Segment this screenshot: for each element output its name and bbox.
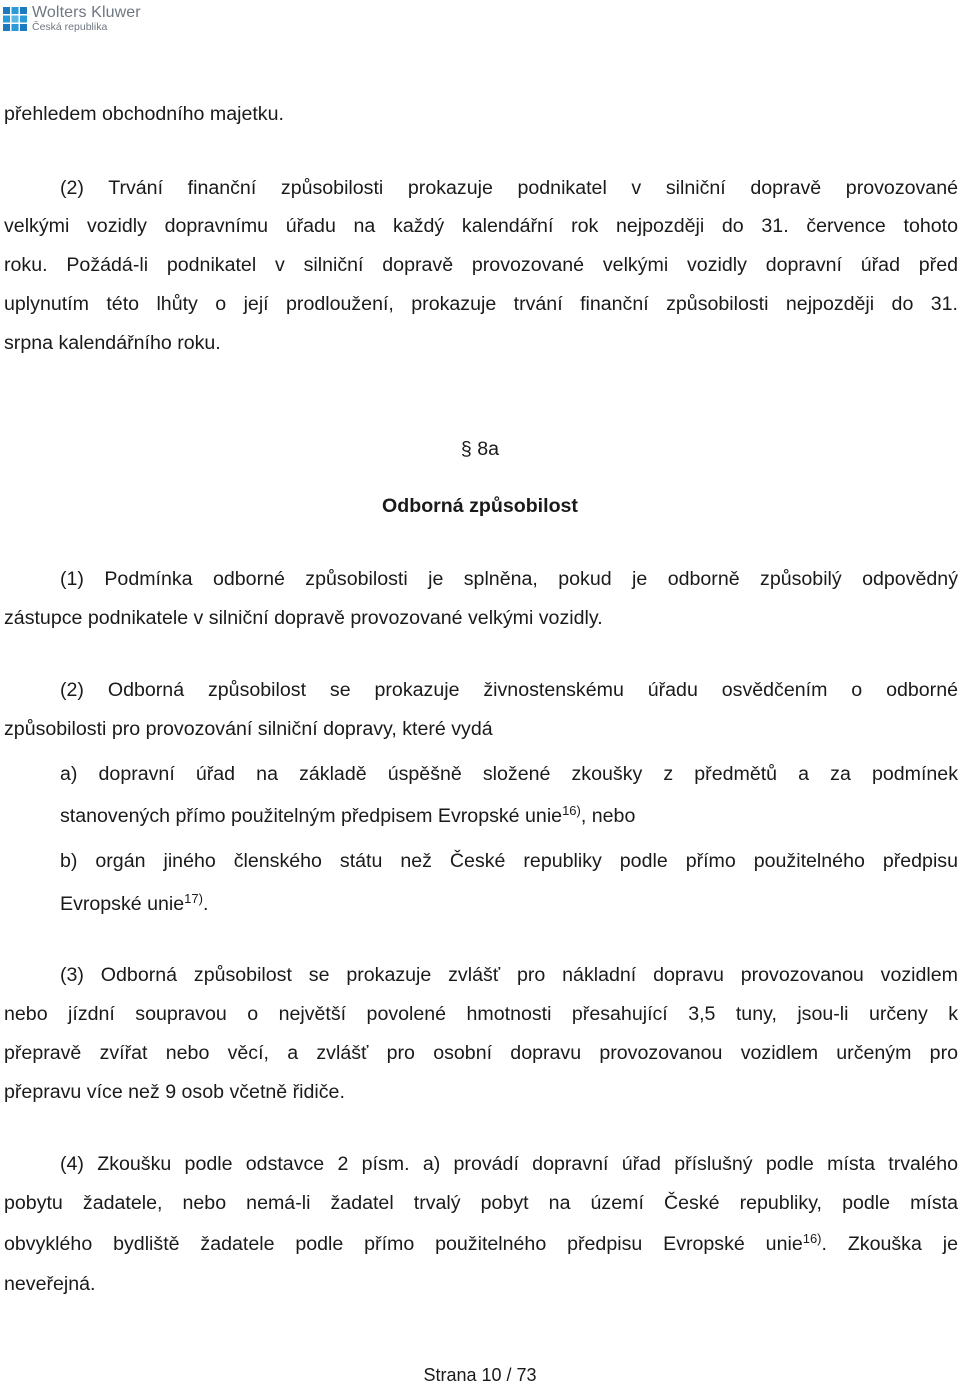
text-line: přepravě zvířat nebo věcí, a zvlášť pro osobní dopravu provozovanou vozidlem určeným pro	[4, 1042, 958, 1064]
text-line: uplynutím této lhůty o její prodloužení, prokazuje trvání finanční způsobilosti nejpozději do 31.	[4, 293, 958, 315]
logo-subtitle: Česká republika	[32, 21, 108, 34]
text-line: (4) Zkoušku podle odstavce 2 písm. a) provádí dopravní úřad příslušný podle místa trvalého	[60, 1153, 958, 1175]
text-line: přehledem obchodního majetku.	[4, 103, 284, 125]
text-line: (3) Odborná způsobilost se prokazuje zvlášť pro nákladní dopravu provozovanou vozidlem	[60, 964, 958, 986]
text-span: Evropské unie	[60, 893, 185, 915]
text-line: (2) Odborná způsobilost se prokazuje živnostenskému úřadu osvědčením o odborné	[60, 679, 958, 701]
text-line: srpna kalendářního roku.	[4, 332, 221, 354]
text-line: zástupce podnikatele v silniční dopravě provozované velkými vozidly.	[4, 607, 603, 629]
text-span: stanovených přímo použitelným předpisem Evropské unie	[60, 805, 563, 827]
text-span: obvyklého bydliště žadatele podle přímo použitelného předpisu Evropské unie	[4, 1233, 803, 1255]
text-line: přepravu více než 9 osob včetně řidiče.	[4, 1081, 345, 1103]
logo-name: Wolters Kluwer	[32, 4, 141, 22]
page-number: Strana 10 / 73	[423, 1365, 537, 1385]
wolters-kluwer-logo	[2, 2, 141, 36]
text-line	[4, 1232, 958, 1256]
footnote-ref: 16)	[562, 803, 581, 818]
section-title: Odborná způsobilost	[382, 495, 578, 517]
text-line: způsobilosti pro provozování silniční dopravy, které vydá	[4, 718, 493, 740]
section-mark: § 8a	[460, 438, 500, 460]
list-item-b-continuation	[60, 892, 958, 916]
wolters-kluwer-logo-icon	[2, 6, 28, 32]
text-line: velkými vozidly dopravnímu úřadu na každý kalendářní rok nejpozději do 31. července tohoto	[4, 215, 958, 237]
footnote-ref: 16)	[802, 1231, 822, 1246]
text-span: . Zkouška je	[821, 1233, 958, 1255]
text-span: .	[202, 893, 209, 915]
text-line: (1) Podmínka odborné způsobilosti je splněna, pokud je odborně způsobilý odpovědný	[60, 568, 958, 590]
list-item-a-continuation	[60, 804, 958, 828]
text-line: (2) Trvání finanční způsobilosti prokazuje podnikatel v silniční dopravě provozované	[60, 177, 958, 199]
text-line: neveřejná.	[4, 1273, 96, 1295]
text-line: pobytu žadatele, nebo nemá-li žadatel trvalý pobyt na území České republiky, podle místa	[4, 1192, 958, 1214]
list-item-b: b) orgán jiného členského státu než České republiky podle přímo použitelného předpisu	[60, 850, 958, 872]
footnote-ref: 17)	[184, 891, 203, 906]
text-line: nebo jízdní soupravou o největší povolené hmotnosti přesahující 3,5 tuny, jsou-li určeny k	[4, 1003, 958, 1025]
text-line: roku. Požádá-li podnikatel v silniční dopravě provozované velkými vozidly dopravní úřad před	[4, 254, 958, 276]
text-span: , nebo	[580, 805, 636, 827]
list-item-a: a) dopravní úřad na základě úspěšně složené zkoušky z předmětů a za podmínek	[60, 763, 958, 785]
